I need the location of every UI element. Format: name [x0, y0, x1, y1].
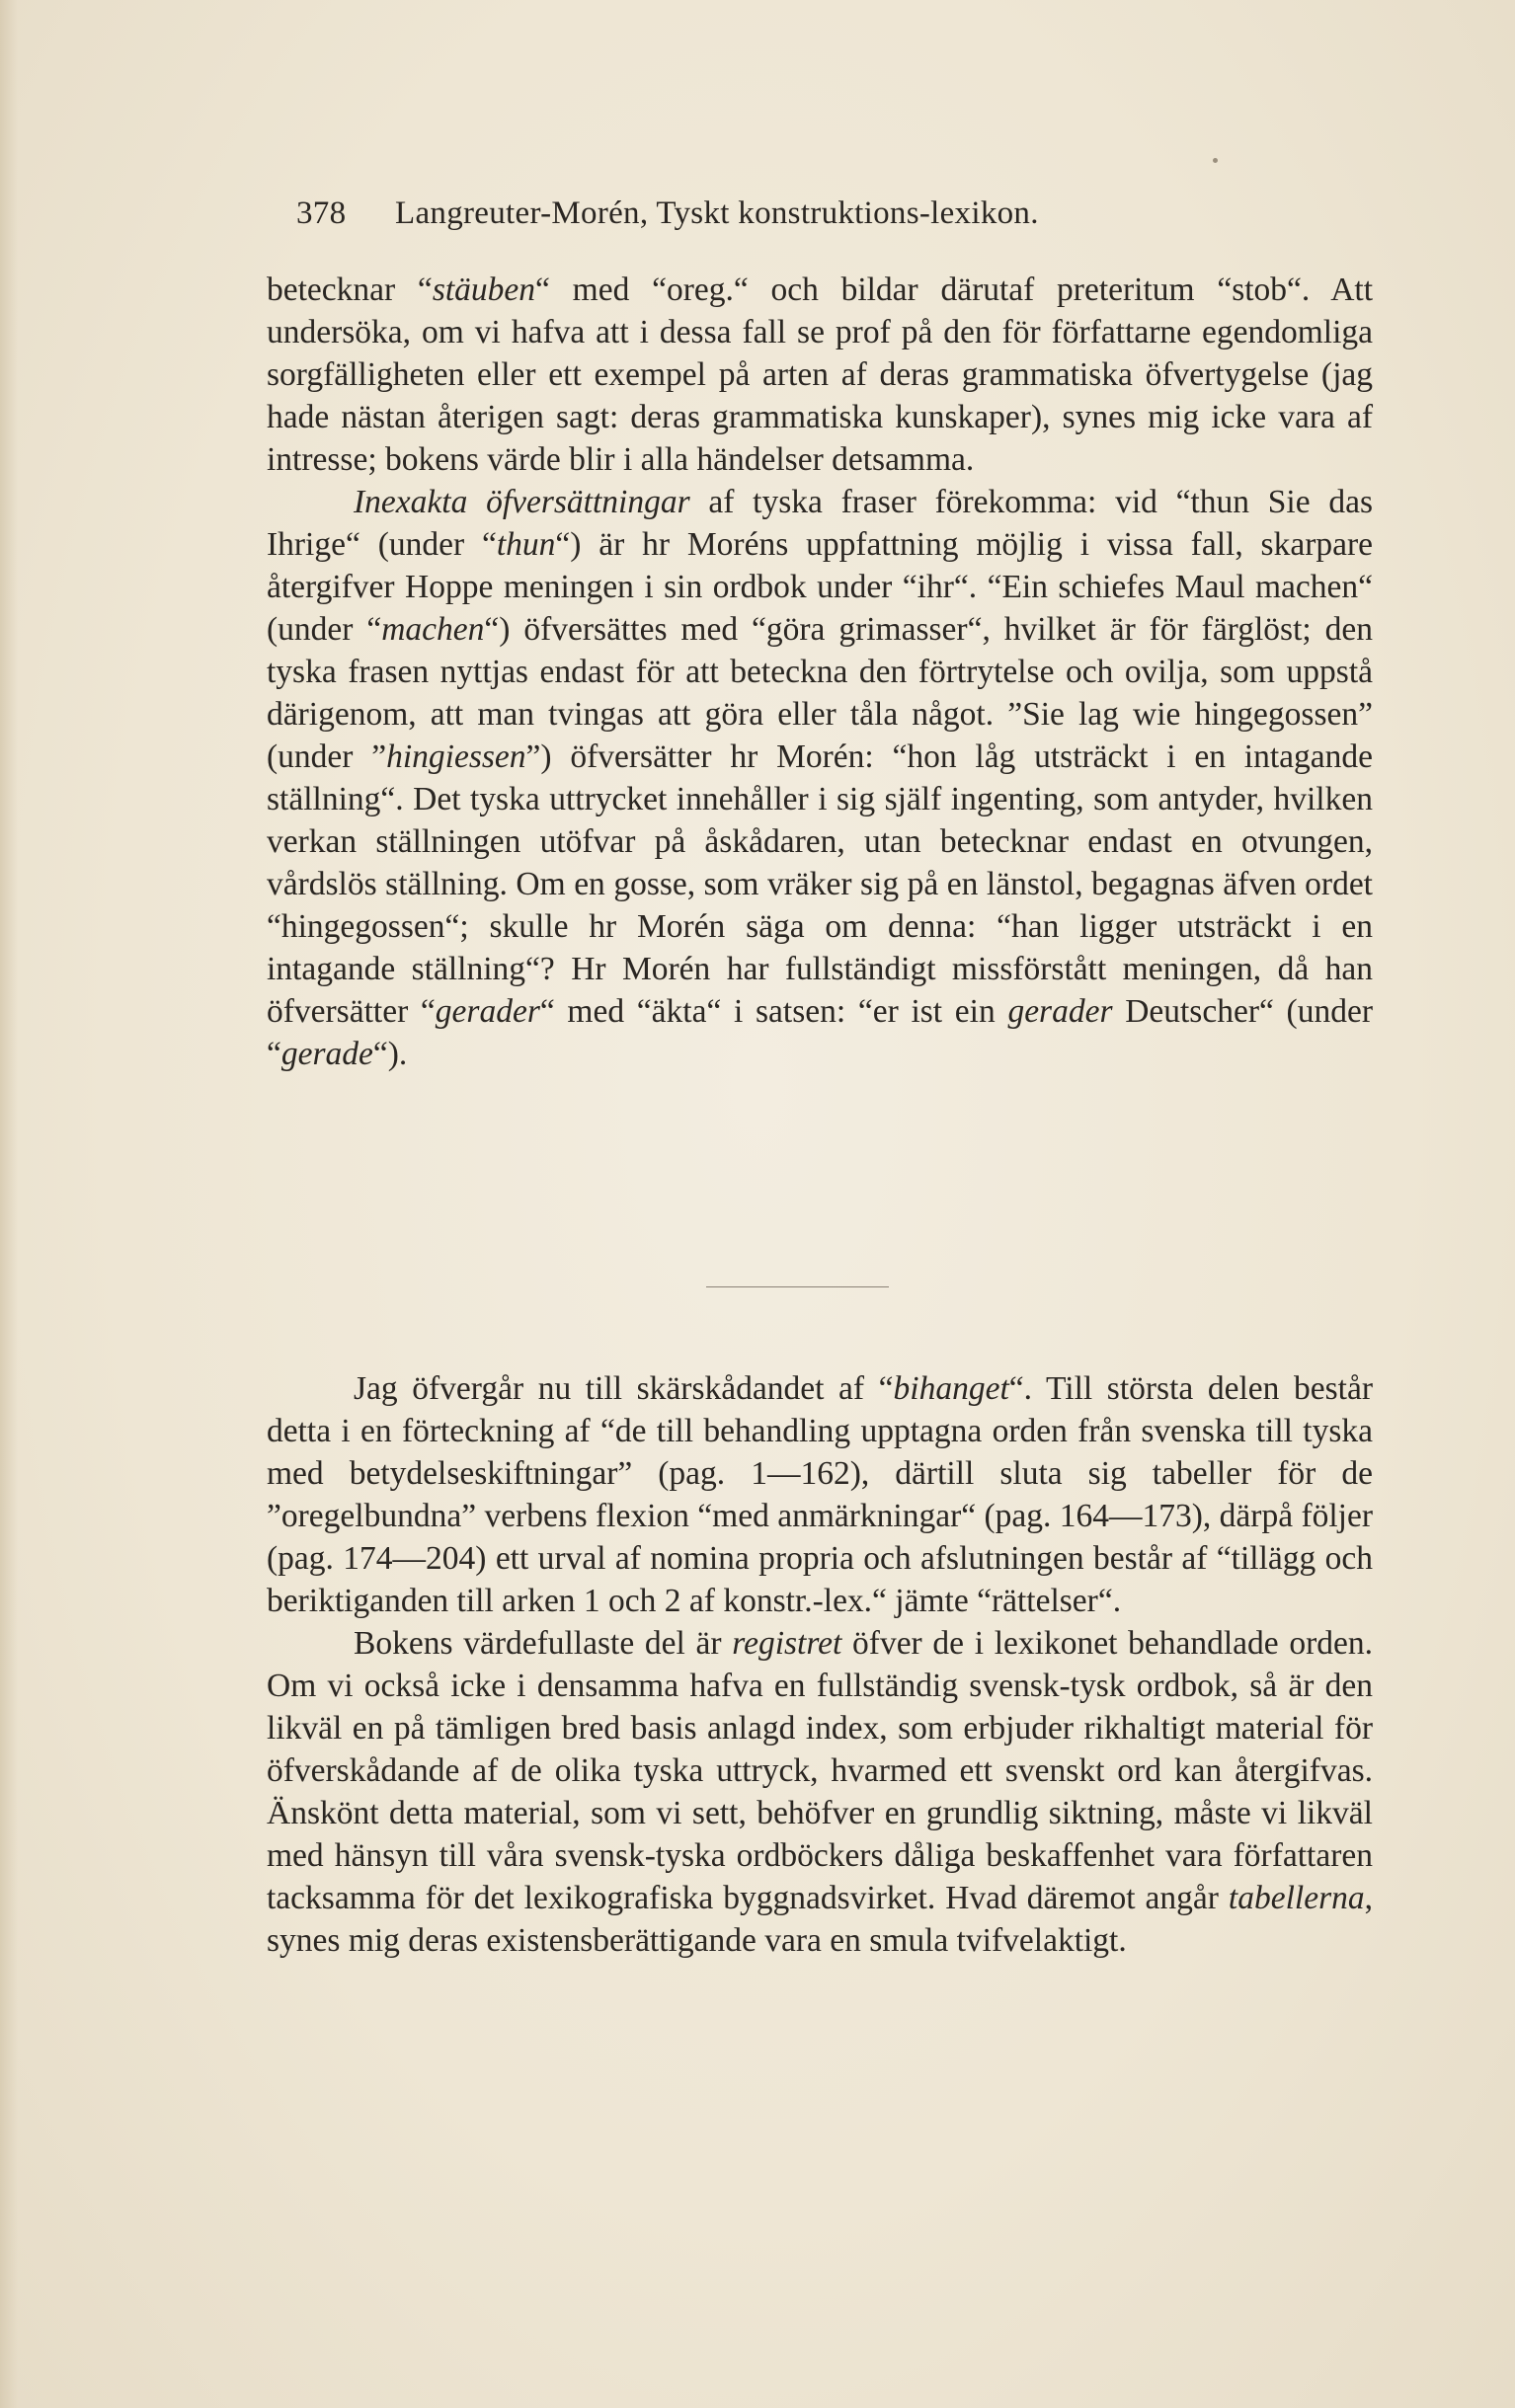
italic-term: registret — [732, 1625, 842, 1662]
italic-term: gerader — [1007, 993, 1113, 1030]
paragraph-appendix-overview: Jag öfvergår nu till skärskådandet af “bihanget“. Till största delen består detta i en förteckning af “de till behandling upptagna orden från svenska till tyska med betydelseskiftningar” (pag. 1—162), därtill sluta sig tabeller för de ”oregelbundna” verbens flexion “med anmärkningar“ (pag. 164—173), därpå följer (pag. 174—204) ett urval af nomina propria och afslutningen består af “tillägg och beriktiganden till arken 1 och 2 af konstr.-lex.“ jämte “rättelser“. — [267, 1370, 1373, 1619]
italic-term: thun — [496, 526, 556, 563]
page-edge-shadow — [0, 0, 18, 2408]
text-block-review-critique — [267, 269, 1373, 1075]
italic-term: tabellerna — [1228, 1880, 1365, 1916]
paragraph-continuation: betecknar “stäuben“ med “oreg.“ och bildar därutaf preteritum “stob“. Att undersöka, om vi hafva att i dessa fall se prof på den för författarne egendomliga sorgfälligheten eller ett exempel på arten af deras grammatiska öfvertygelse (jag hade nästan återigen sagt: deras grammatiska kunskaper), synes mig icke vara af intresse; bokens värde blir i alla händelser detsamma. — [267, 272, 1373, 478]
italic-term: stäuben — [432, 272, 536, 308]
running-title: Langreuter-Morén, Tyskt konstruktions-lexikon. — [395, 195, 1039, 231]
section-divider-rule — [706, 1286, 889, 1287]
italic-term: machen — [381, 611, 485, 648]
text-block-appendix — [267, 1367, 1373, 1962]
italic-term: gerader — [435, 993, 540, 1030]
italic-term: bihanget — [893, 1370, 1009, 1407]
paragraph-register: Bokens värdefullaste del är registret öfver de i lexikonet behandlade orden. Om vi också icke i densamma hafva en fullständig svensk-tysk ordbok, så är den likväl en på tämligen bred basis anlagd index, som erbjuder rikhaltigt material för öfverskådande af de olika tyska uttryck, hvarmed ett svenskt ord kan återgifvas. Änskönt detta material, som vi sett, behöfver en grundlig siktning, måste vi likväl med hänsyn till våra svensk-tyska ordböckers dåliga beskaffenhet vara författaren tacksamma för det lexikografiska byggnadsvirket. Hvad däremot angår tabellerna, synes mig deras existensberättigande vara en smula tvifvelaktigt. — [267, 1625, 1374, 1959]
print-speck — [1213, 158, 1218, 163]
page-number: 378 — [296, 195, 347, 231]
italic-term: hingiessen — [386, 738, 526, 775]
italic-heading-term: Inexakta öfversättningar — [354, 484, 690, 520]
running-head — [296, 195, 1205, 232]
paragraph-inexact-translations: Inexakta öfversättningar af tyska fraser förekomma: vid “thun Sie das Ihrige“ (under “thun“) är hr Moréns uppfattning möjlig i vissa fall, skarpare återgifver Hoppe meningen i sin ordbok under “ihr“. “Ein schiefes Maul machen“ (under “machen“) öfversättes med “göra grimasser“, hvilket är för färglöst; den tyska frasen nyttjas endast för att beteckna den förtrytelse och ovilja, som uppstå därigenom, att man tvingas att göra eller tåla något. ”Sie lag wie hingegossen” (under ”hingiessen”) öfversätter hr Morén: “hon låg utsträckt i en intagande ställning“. Det tyska uttrycket innehåller i sig själf ingenting, som antyder, hvilken verkan ställningen utöfvar på åskådaren, utan betecknar endast en otvungen, vårdslös ställning. Om en gosse, som vräker sig på en länstol, begagnas äfven ordet “hingegossen“; skulle hr Morén säga om denna: “han ligger utsträckt i en intagande ställning“? Hr Morén har fullständigt missförstått meningen, då han öfversätter “gerader“ med “äkta“ i satsen: “er ist ein gerader Deutscher“ (under “gerade“). — [267, 484, 1373, 1072]
italic-term: gerade — [280, 1036, 373, 1072]
